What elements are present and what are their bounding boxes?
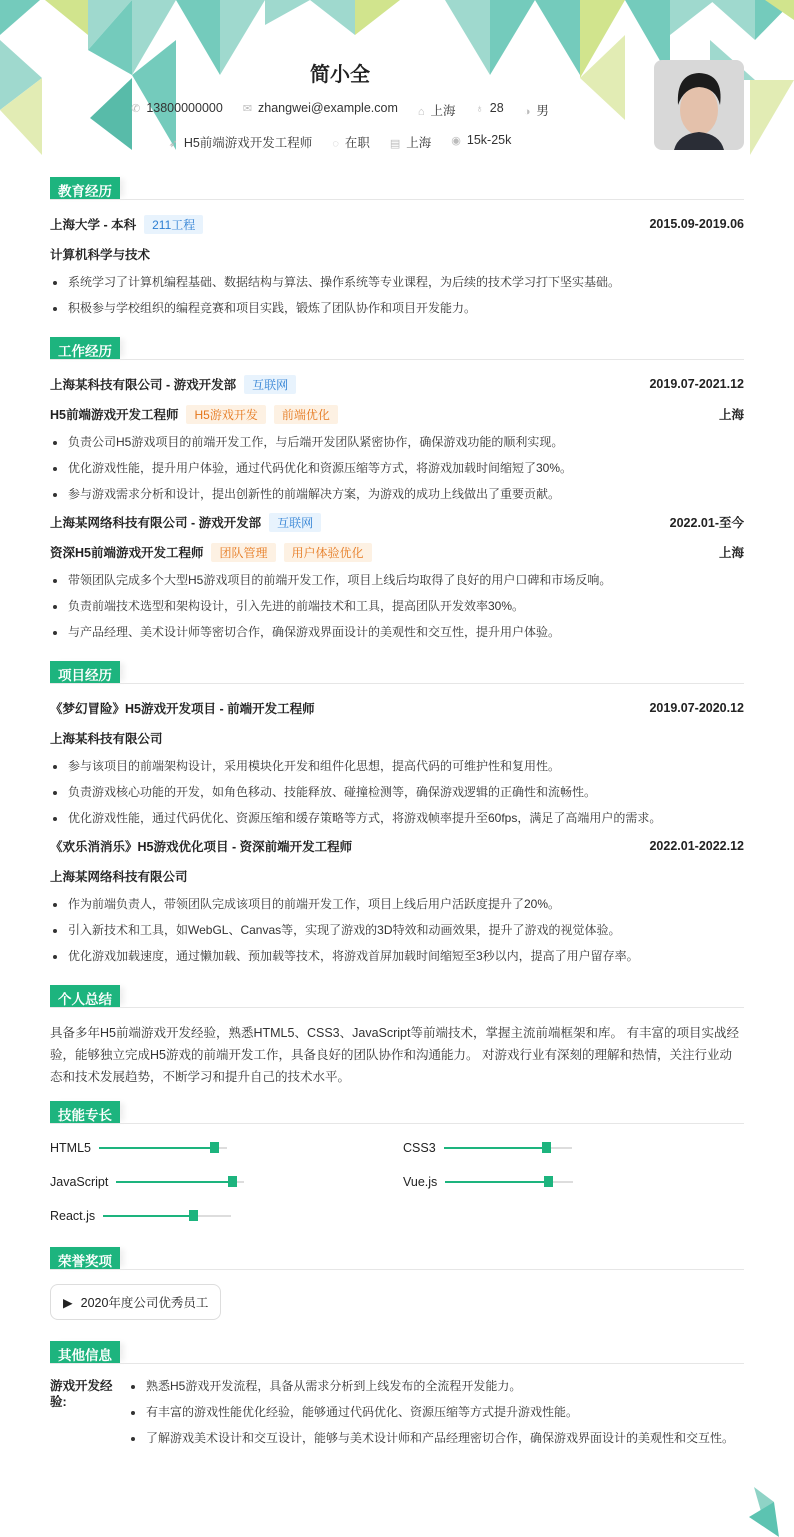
role-row bbox=[50, 404, 744, 424]
section-title: 项目经历 bbox=[50, 661, 120, 683]
date: 2022.01-至今 bbox=[669, 516, 744, 530]
avatar bbox=[654, 60, 744, 150]
work-list bbox=[50, 374, 744, 640]
skill-fill bbox=[103, 1215, 193, 1217]
profile-header bbox=[0, 58, 680, 151]
city: 上海 bbox=[718, 408, 744, 422]
list-item: 与产品经理、美术设计师等密切合作，确保游戏界面设计的美观性和交互性，提升用户体验。 bbox=[50, 624, 744, 640]
school: 上海大学 - 本科 bbox=[50, 218, 137, 232]
list-item: 引入新技术和工具，如WebGL、Canvas等，实现了游戏的3D特效和动画效果，提升了游戏的视觉体验。 bbox=[50, 922, 744, 938]
project-entry bbox=[50, 698, 744, 826]
section-title: 工作经历 bbox=[50, 337, 120, 359]
list-item: 优化游戏性能，通过代码优化、资源压缩和缓存策略等方式，将游戏帧率提升至60fps，满足了高端用户的需求。 bbox=[50, 810, 744, 826]
gender-icon: ◑ bbox=[523, 106, 531, 118]
resume-body bbox=[50, 178, 744, 1478]
section-title: 教育经历 bbox=[50, 177, 120, 199]
list-item: 有丰富的游戏性能优化经验，能够通过代码优化、资源压缩等方式提升游戏性能。 bbox=[128, 1404, 734, 1420]
skill-fill bbox=[444, 1147, 546, 1149]
list-item: 了解游戏美术设计和交互设计，能够与美术设计师和产品经理密切合作，确保游戏界面设计的美观性和交互性。 bbox=[128, 1430, 734, 1446]
summary-section bbox=[50, 986, 744, 1088]
other-section bbox=[50, 1342, 744, 1456]
contact-row bbox=[0, 101, 680, 119]
date: 2022.01-2022.12 bbox=[649, 839, 744, 853]
email: zhangwei@example.com bbox=[258, 101, 398, 115]
skill-item bbox=[403, 1172, 743, 1192]
summary-text: 具备多年H5前端游戏开发经验，熟悉HTML5、CSS3、JavaScript等前端技术，掌握主流前端框架和库。 有丰富的项目实战经验，能够独立完成H5游戏的前端开发工作，具备良好的团队协作和沟通能力。 对游戏行业有深刻的理解和热情，关注行业动态和技术发展趋势，不断学习和提升自己的技术水平。 bbox=[50, 1026, 739, 1084]
entry-left bbox=[50, 375, 296, 394]
work-entry bbox=[50, 512, 744, 640]
project-title: 《梦幻冒险》H5游戏开发项目 - 前端开发工程师 bbox=[50, 702, 315, 716]
bullet-list bbox=[50, 572, 744, 640]
entry-header bbox=[50, 698, 744, 718]
skill-handle[interactable] bbox=[544, 1176, 553, 1187]
tag: 用户体验优化 bbox=[284, 543, 372, 562]
skill-slider[interactable] bbox=[103, 1215, 231, 1217]
email-icon: ✉ bbox=[242, 103, 253, 115]
building-icon: ▤ bbox=[389, 138, 401, 150]
tag: 团队管理 bbox=[211, 543, 275, 562]
age: 28 bbox=[489, 101, 504, 115]
education-section bbox=[50, 178, 744, 316]
skills-section bbox=[50, 1102, 744, 1226]
bullet-list bbox=[50, 434, 744, 502]
entry-header bbox=[50, 512, 744, 532]
company: 上海某科技有限公司 bbox=[50, 732, 163, 746]
company: 上海某科技有限公司 - 游戏开发部 bbox=[50, 378, 237, 392]
skill-name: CSS3 bbox=[403, 1141, 436, 1155]
role-left bbox=[50, 543, 372, 562]
section-title: 其他信息 bbox=[50, 1341, 120, 1363]
awards-section bbox=[50, 1248, 744, 1320]
section-title: 技能专长 bbox=[50, 1101, 120, 1123]
project-entry bbox=[50, 836, 744, 964]
section-title: 个人总结 bbox=[50, 985, 120, 1007]
skill-slider[interactable] bbox=[99, 1147, 227, 1149]
list-item: 参与该项目的前端架构设计，采用模块化开发和组件化思想，提高代码的可维护性和复用性。 bbox=[50, 758, 744, 774]
skill-item bbox=[50, 1206, 403, 1226]
home-icon: ⌂ bbox=[417, 106, 425, 118]
list-item: 作为前端负责人，带领团队完成该项目的前端开发工作，项目上线后用户活跃度提升了20%。 bbox=[50, 896, 744, 912]
date: 2019.07-2021.12 bbox=[649, 377, 744, 391]
entry-header bbox=[50, 374, 744, 394]
work-entry bbox=[50, 374, 744, 502]
gender: 男 bbox=[536, 104, 549, 118]
award-label: 2020年度公司优秀员工 bbox=[80, 1296, 209, 1310]
city: 上海 bbox=[430, 104, 456, 118]
list-item: 优化游戏性能，提升用户体验，通过代码优化和资源压缩等方式，将游戏加载时间缩短了30%。 bbox=[50, 460, 744, 476]
project-title: 《欢乐消消乐》H5游戏优化项目 - 资深前端开发工程师 bbox=[50, 840, 353, 854]
job-title: H5前端游戏开发工程师 bbox=[183, 136, 313, 150]
tag: 前端优化 bbox=[274, 405, 338, 424]
status-icon: ◌ bbox=[332, 138, 339, 150]
list-item: 优化游戏加载速度，通过懒加载、预加载等技术，将游戏首屏加载时间缩短至3秒以内，提高了用户留存率。 bbox=[50, 948, 744, 964]
salary: 15k-25k bbox=[466, 133, 512, 147]
work-section bbox=[50, 338, 744, 640]
city: 上海 bbox=[718, 546, 744, 560]
tag: H5游戏开发 bbox=[186, 405, 265, 424]
company-row bbox=[50, 728, 744, 748]
skill-handle[interactable] bbox=[189, 1210, 198, 1221]
bullet-list bbox=[50, 758, 744, 826]
company: 上海某网络科技有限公司 bbox=[50, 870, 188, 884]
role: H5前端游戏开发工程师 bbox=[50, 408, 179, 422]
skill-fill bbox=[99, 1147, 214, 1149]
send-icon: ➶ bbox=[168, 138, 178, 150]
skill-item bbox=[50, 1138, 403, 1158]
phone: 13800000000 bbox=[146, 101, 223, 115]
skill-item bbox=[403, 1138, 743, 1158]
bullet-list bbox=[50, 896, 744, 964]
skill-handle[interactable] bbox=[542, 1142, 551, 1153]
salary-icon: ◉ bbox=[451, 135, 461, 147]
age-icon: ♁ bbox=[475, 103, 484, 115]
award-item[interactable] bbox=[50, 1284, 221, 1320]
date: 2019.07-2020.12 bbox=[649, 701, 744, 715]
skill-item bbox=[50, 1172, 403, 1192]
entry-left bbox=[50, 513, 321, 532]
project-section bbox=[50, 662, 744, 964]
skill-slider[interactable] bbox=[116, 1181, 244, 1183]
list-item: 熟悉H5游戏开发流程，具备从需求分析到上线发布的全流程开发能力。 bbox=[128, 1378, 734, 1394]
tag: 互联网 bbox=[269, 513, 321, 532]
company-row bbox=[50, 866, 744, 886]
job-status: 在职 bbox=[344, 136, 370, 150]
skill-fill bbox=[445, 1181, 547, 1183]
footer-decoration bbox=[744, 1477, 784, 1537]
tag: 211工程 bbox=[144, 215, 203, 234]
role-row bbox=[50, 542, 744, 562]
role-left bbox=[50, 405, 338, 424]
role: 资深H5前端游戏开发工程师 bbox=[50, 546, 204, 560]
skill-handle[interactable] bbox=[228, 1176, 237, 1187]
skill-name: HTML5 bbox=[50, 1141, 91, 1155]
skill-slider[interactable] bbox=[445, 1181, 573, 1183]
list-item: 积极参与学校组织的编程竞赛和项目实践，锻炼了团队协作和项目开发能力。 bbox=[50, 300, 744, 316]
project-list bbox=[50, 698, 744, 964]
skill-fill bbox=[116, 1181, 231, 1183]
entry-header bbox=[50, 836, 744, 856]
list-item: 带领团队完成多个大型H5游戏项目的前端开发工作，项目上线后均取得了良好的用户口碑和市场反响。 bbox=[50, 572, 744, 588]
company: 上海某网络科技有限公司 - 游戏开发部 bbox=[50, 516, 262, 530]
tag: 互联网 bbox=[244, 375, 296, 394]
list-item: 负责前端技术选型和架构设计，引入先进的前端技术和工具，提高团队开发效率30%。 bbox=[50, 598, 744, 614]
skill-name: React.js bbox=[50, 1209, 96, 1223]
skill-slider[interactable] bbox=[444, 1147, 572, 1149]
skills-grid bbox=[50, 1138, 744, 1226]
phone-icon: ✆ bbox=[131, 103, 141, 115]
list-item: 负责游戏核心功能的开发，如角色移动、技能释放、碰撞检测等，确保游戏逻辑的正确性和流畅性。 bbox=[50, 784, 744, 800]
skill-handle[interactable] bbox=[210, 1142, 219, 1153]
target-city: 上海 bbox=[406, 136, 432, 150]
major: 计算机科学与技术 bbox=[50, 248, 151, 262]
candidate-name: 简小全 bbox=[310, 64, 370, 86]
skill-name: Vue.js bbox=[403, 1175, 438, 1189]
date: 2015.09-2019.06 bbox=[649, 217, 744, 231]
other-key: 游戏开发经验: bbox=[50, 1379, 113, 1409]
skill-name: JavaScript bbox=[50, 1175, 109, 1189]
play-icon: ▶ bbox=[63, 1295, 73, 1310]
list-item: 参与游戏需求分析和设计，提出创新性的前端解决方案，为游戏的成功上线做出了重要贡献。 bbox=[50, 486, 744, 502]
section-title: 荣誉奖项 bbox=[50, 1247, 120, 1269]
list-item: 系统学习了计算机编程基础、数据结构与算法、操作系统等专业课程，为后续的技术学习打下坚实基础。 bbox=[50, 274, 744, 290]
list-item: 负责公司H5游戏项目的前端开发工作，与后端开发团队紧密协作，确保游戏功能的顺利实现。 bbox=[50, 434, 744, 450]
job-row bbox=[0, 133, 680, 151]
